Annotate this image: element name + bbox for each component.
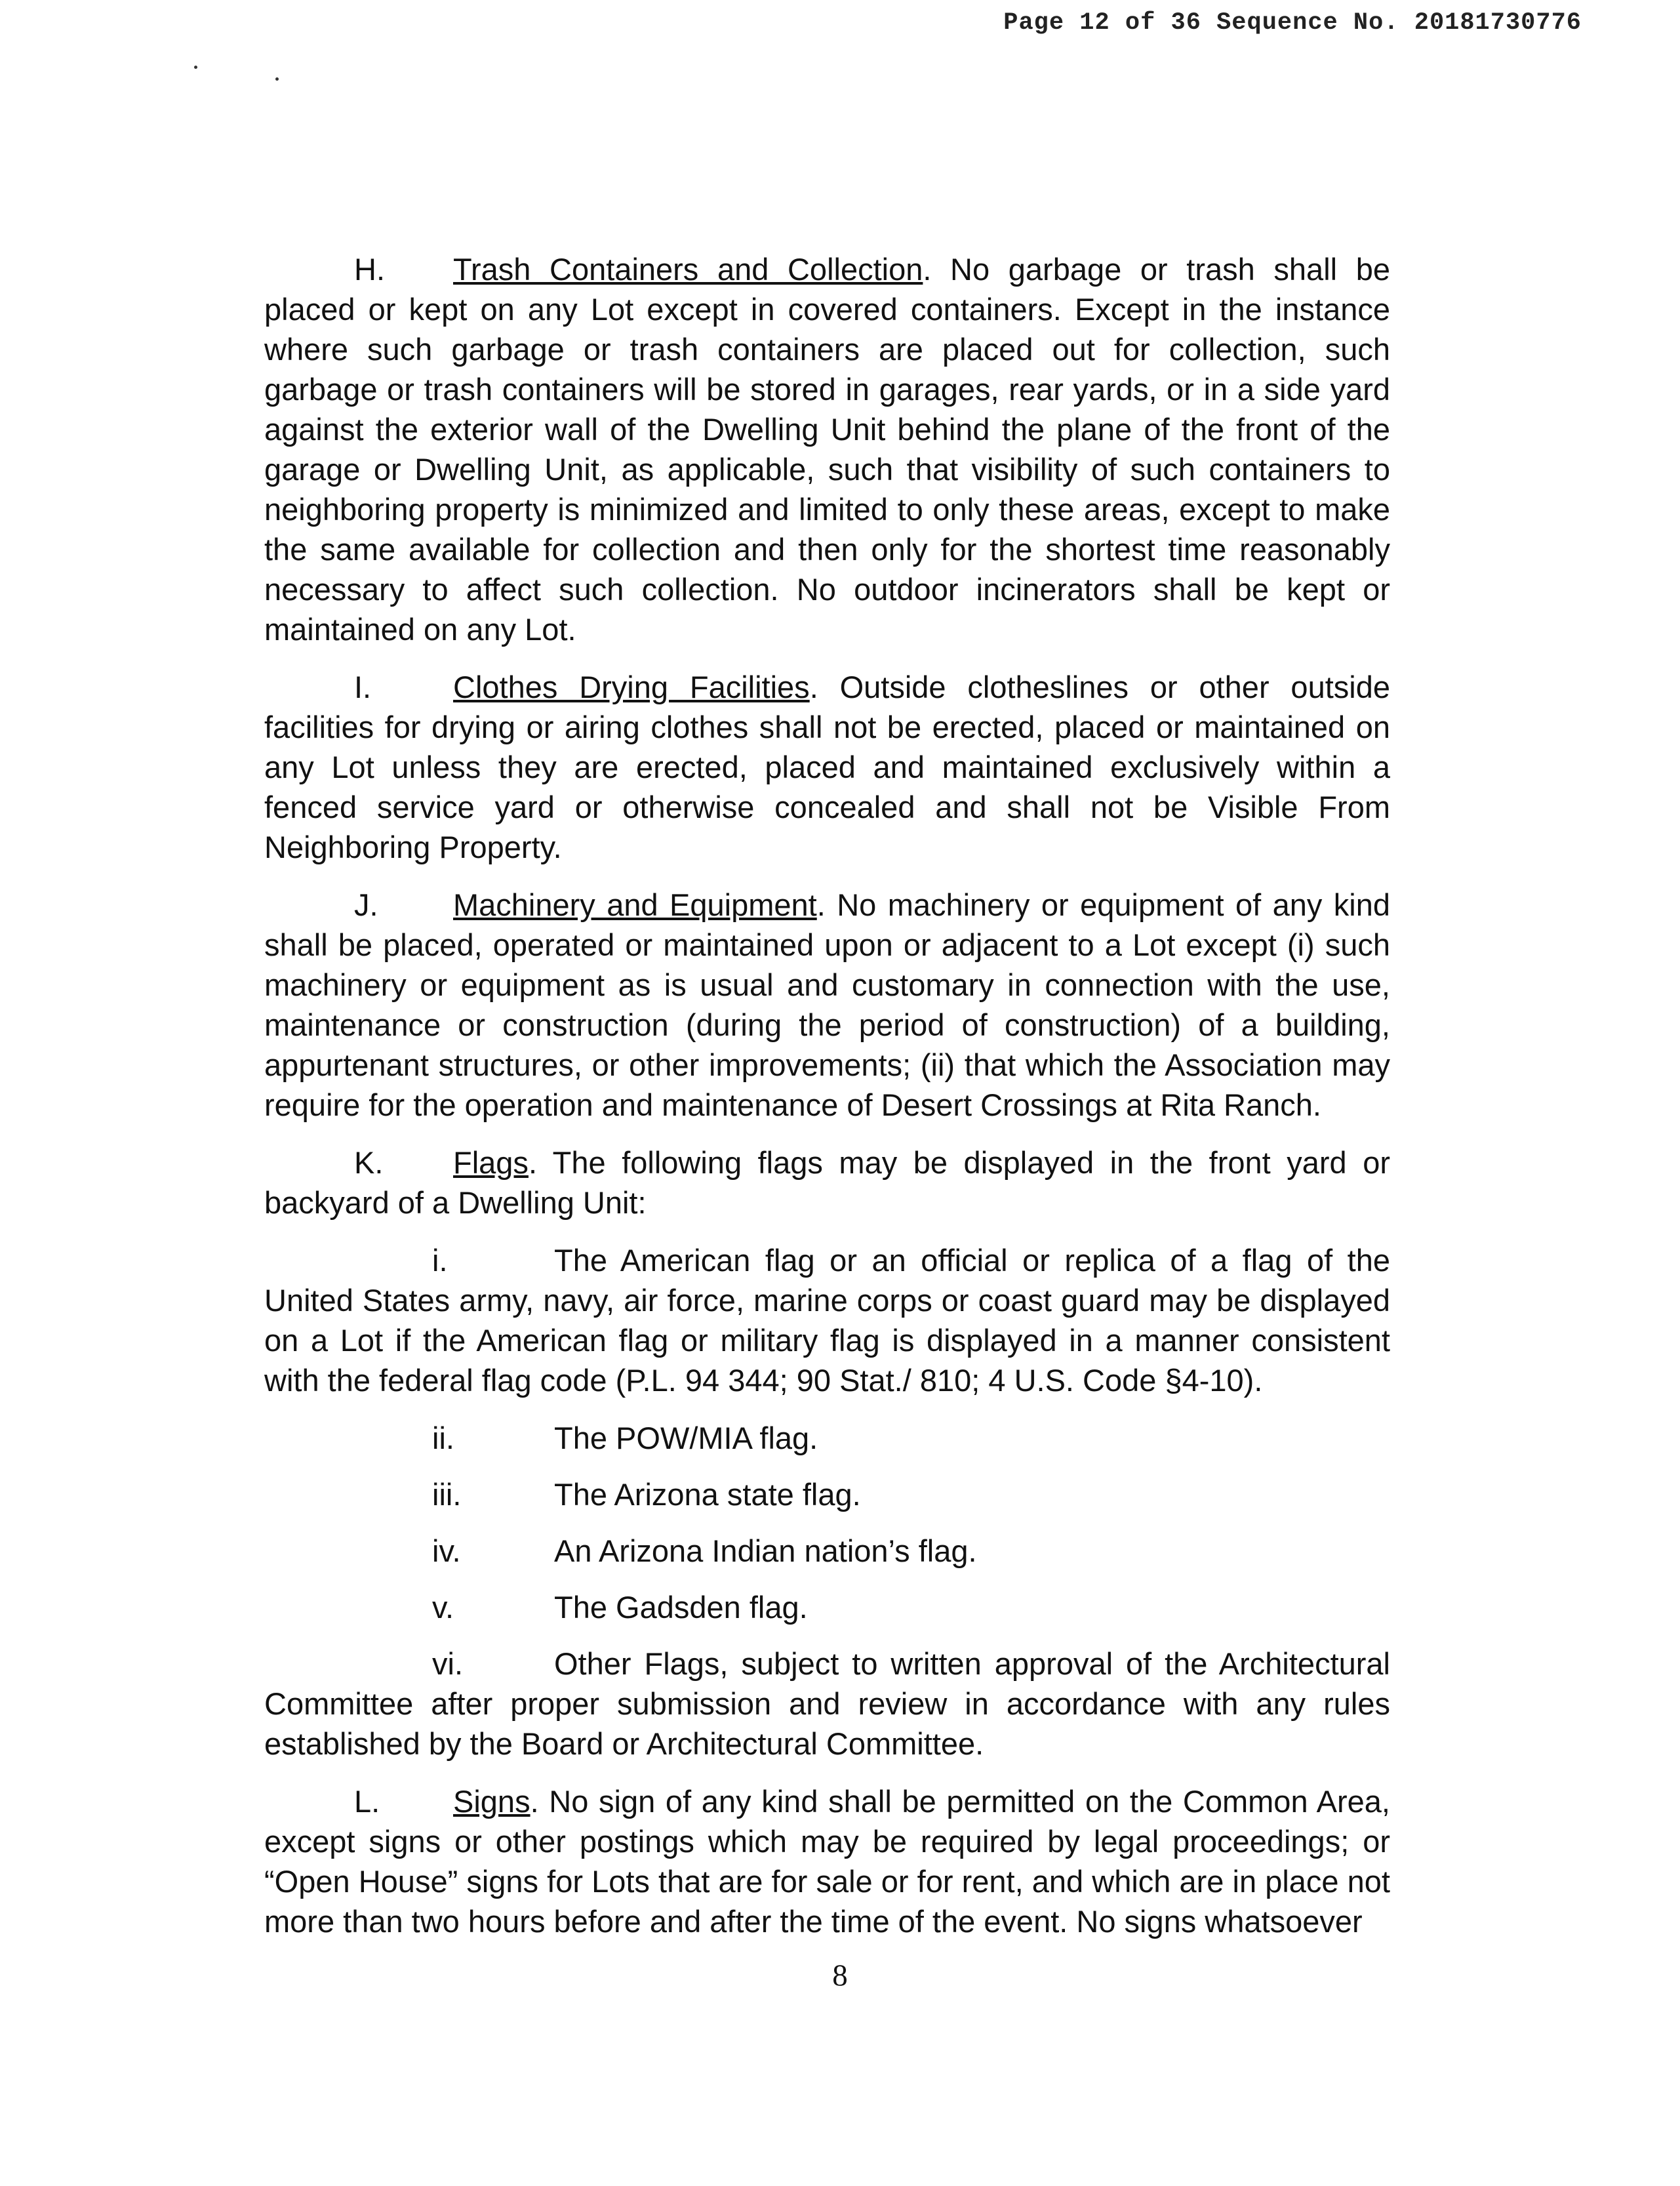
item-mark: iv.: [432, 1533, 461, 1568]
section-text: . The following flags may be displayed in the front yard or backyard of a Dwelling Unit:: [264, 1145, 1390, 1220]
section-i: [264, 667, 1390, 867]
section-l: [264, 1781, 1390, 1941]
section-mark: H.: [354, 252, 385, 287]
section-text: . Outside clotheslines or other outside facilities for drying or airing clothes shall not be erected, placed or maintained on any Lot unless they are erected, placed and maintained exclusively within a fenced service yard or otherwise concealed and shall not be Visible From Neighboring Property.: [264, 670, 1390, 864]
item-text: The Arizona state flag.: [554, 1477, 861, 1512]
section-j: [264, 885, 1390, 1125]
section-title: Flags: [453, 1145, 529, 1180]
item-text: The Gadsden flag.: [554, 1590, 808, 1625]
page-header: Page 12 of 36 Sequence No. 20181730776: [1003, 9, 1582, 37]
item-text: The American flag or an official or replica of a flag of the United States army, navy, air force, marine corps or coast guard may be displayed on a Lot if the American flag or military flag is displayed in a manner consistent with the federal flag code (P.L. 94 344; 90 Stat./ 810; 4 U.S. Code §4-10).: [264, 1243, 1390, 1398]
scan-speck: [275, 77, 279, 81]
section-mark: K.: [354, 1145, 384, 1180]
item-mark: iii.: [432, 1477, 462, 1512]
section-title: Machinery and Equipment: [453, 887, 817, 922]
flag-item-i: [264, 1240, 1390, 1400]
section-text: . No garbage or trash shall be placed or kept on any Lot except in covered containers. Except in the instance where such garbage or trash containers are placed out for collection, such garbage or trash containers will be stored in garages, rear yards, or in a side yard against the exterior wall of the Dwelling Unit behind the plane of the front of the garage or Dwelling Unit, as applicable, such that visibility of such containers to neighboring property is minimized and limited to only these areas, except to make the same available for collection and then only for the shortest time reasonably necessary to affect such collection. No outdoor incinerators shall be kept or maintained on any Lot.: [264, 252, 1390, 647]
section-mark: I.: [354, 670, 372, 704]
item-mark: vi.: [432, 1646, 463, 1681]
section-title: Clothes Drying Facilities: [453, 670, 810, 704]
document-body: [264, 249, 1390, 1959]
section-mark: J.: [354, 887, 378, 922]
item-text: The POW/MIA flag.: [554, 1421, 818, 1455]
section-mark: L.: [354, 1784, 380, 1819]
flag-item-ii: [264, 1418, 1390, 1458]
section-title: Trash Containers and Collection: [453, 252, 923, 287]
flag-item-vi: [264, 1644, 1390, 1764]
flag-item-iii: [264, 1474, 1390, 1514]
item-text: An Arizona Indian nation’s flag.: [554, 1533, 977, 1568]
item-mark: i.: [432, 1243, 448, 1278]
item-mark: v.: [432, 1590, 454, 1625]
section-h: [264, 249, 1390, 649]
scan-speck: [194, 66, 197, 69]
section-text: . No sign of any kind shall be permitted on the Common Area, except signs or other postings which may be required by legal proceedings; or “Open House” signs for Lots that are for sale or for rent, and which are in place not more than two hours before and after the time of the event. No signs whatsoever: [264, 1784, 1390, 1939]
item-mark: ii.: [432, 1421, 454, 1455]
flag-item-iv: [264, 1531, 1390, 1571]
item-text: Other Flags, subject to written approval of the Architectural Committee after proper submission and review in accordance with any rules established by the Board or Architectural Committee.: [264, 1646, 1390, 1761]
section-k: [264, 1143, 1390, 1223]
section-text: . No machinery or equipment of any kind shall be placed, operated or maintained upon or adjacent to a Lot except (i) such machinery or equipment as is usual and customary in connection with the use, maintenance or construction (during the period of construction) of a building, appurtenant structures, or other improvements; (ii) that which the Association may require for the operation and maintenance of Desert Crossings at Rita Ranch.: [264, 887, 1390, 1122]
section-title: Signs: [453, 1784, 530, 1819]
flag-item-v: [264, 1587, 1390, 1627]
page-number: 8: [832, 1958, 848, 1993]
